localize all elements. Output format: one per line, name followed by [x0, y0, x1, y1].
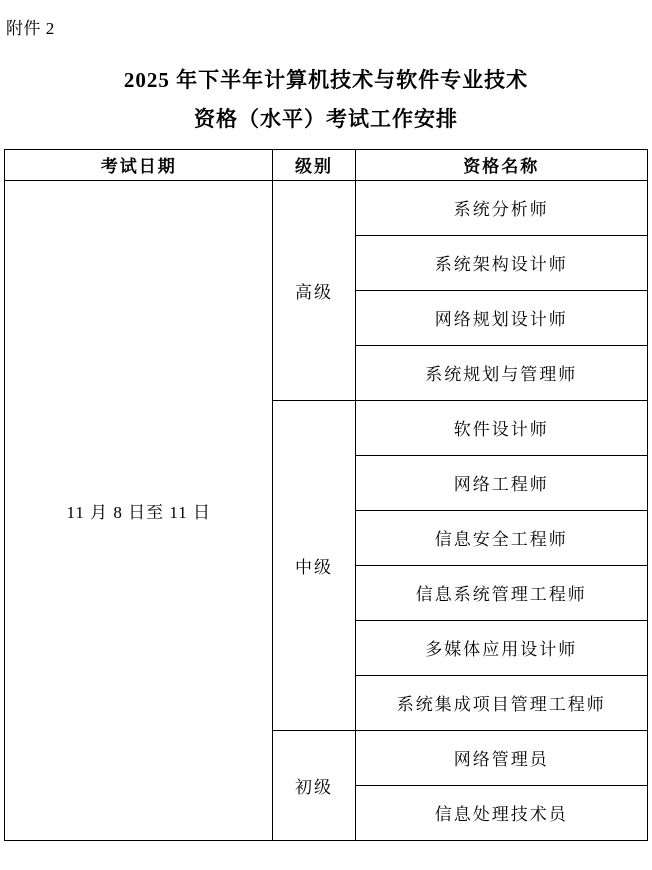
page-title-line-2: 资格（水平）考试工作安排	[194, 106, 458, 131]
qualification-name: 软件设计师	[355, 400, 647, 455]
column-header-level: 级别	[273, 149, 355, 180]
qualification-name: 系统集成项目管理工程师	[355, 675, 647, 730]
qualification-name: 网络管理员	[355, 730, 647, 785]
attachment-label: 附件 2	[6, 19, 55, 38]
qualification-name: 系统分析师	[355, 180, 647, 235]
qualification-name: 信息安全工程师	[355, 510, 647, 565]
column-header-name: 资格名称	[355, 149, 647, 180]
page-title	[0, 61, 652, 139]
exam-schedule-table	[4, 149, 648, 841]
table-row	[5, 180, 648, 235]
level-cell-intermediate: 中级	[273, 400, 355, 730]
table-header-row	[5, 149, 648, 180]
level-cell-senior: 高级	[273, 180, 355, 400]
level-cell-junior: 初级	[273, 730, 355, 840]
qualification-name: 多媒体应用设计师	[355, 620, 647, 675]
qualification-name: 信息处理技术员	[355, 785, 647, 840]
exam-date-cell: 11 月 8 日至 11 日	[5, 180, 273, 840]
qualification-name: 信息系统管理工程师	[355, 565, 647, 620]
page-title-line-1: 2025 年下半年计算机技术与软件专业技术	[123, 68, 529, 92]
qualification-name: 系统规划与管理师	[355, 345, 647, 400]
qualification-name: 系统架构设计师	[355, 235, 647, 290]
qualification-name: 网络规划设计师	[355, 290, 647, 345]
qualification-name: 网络工程师	[355, 455, 647, 510]
column-header-date: 考试日期	[5, 149, 273, 180]
